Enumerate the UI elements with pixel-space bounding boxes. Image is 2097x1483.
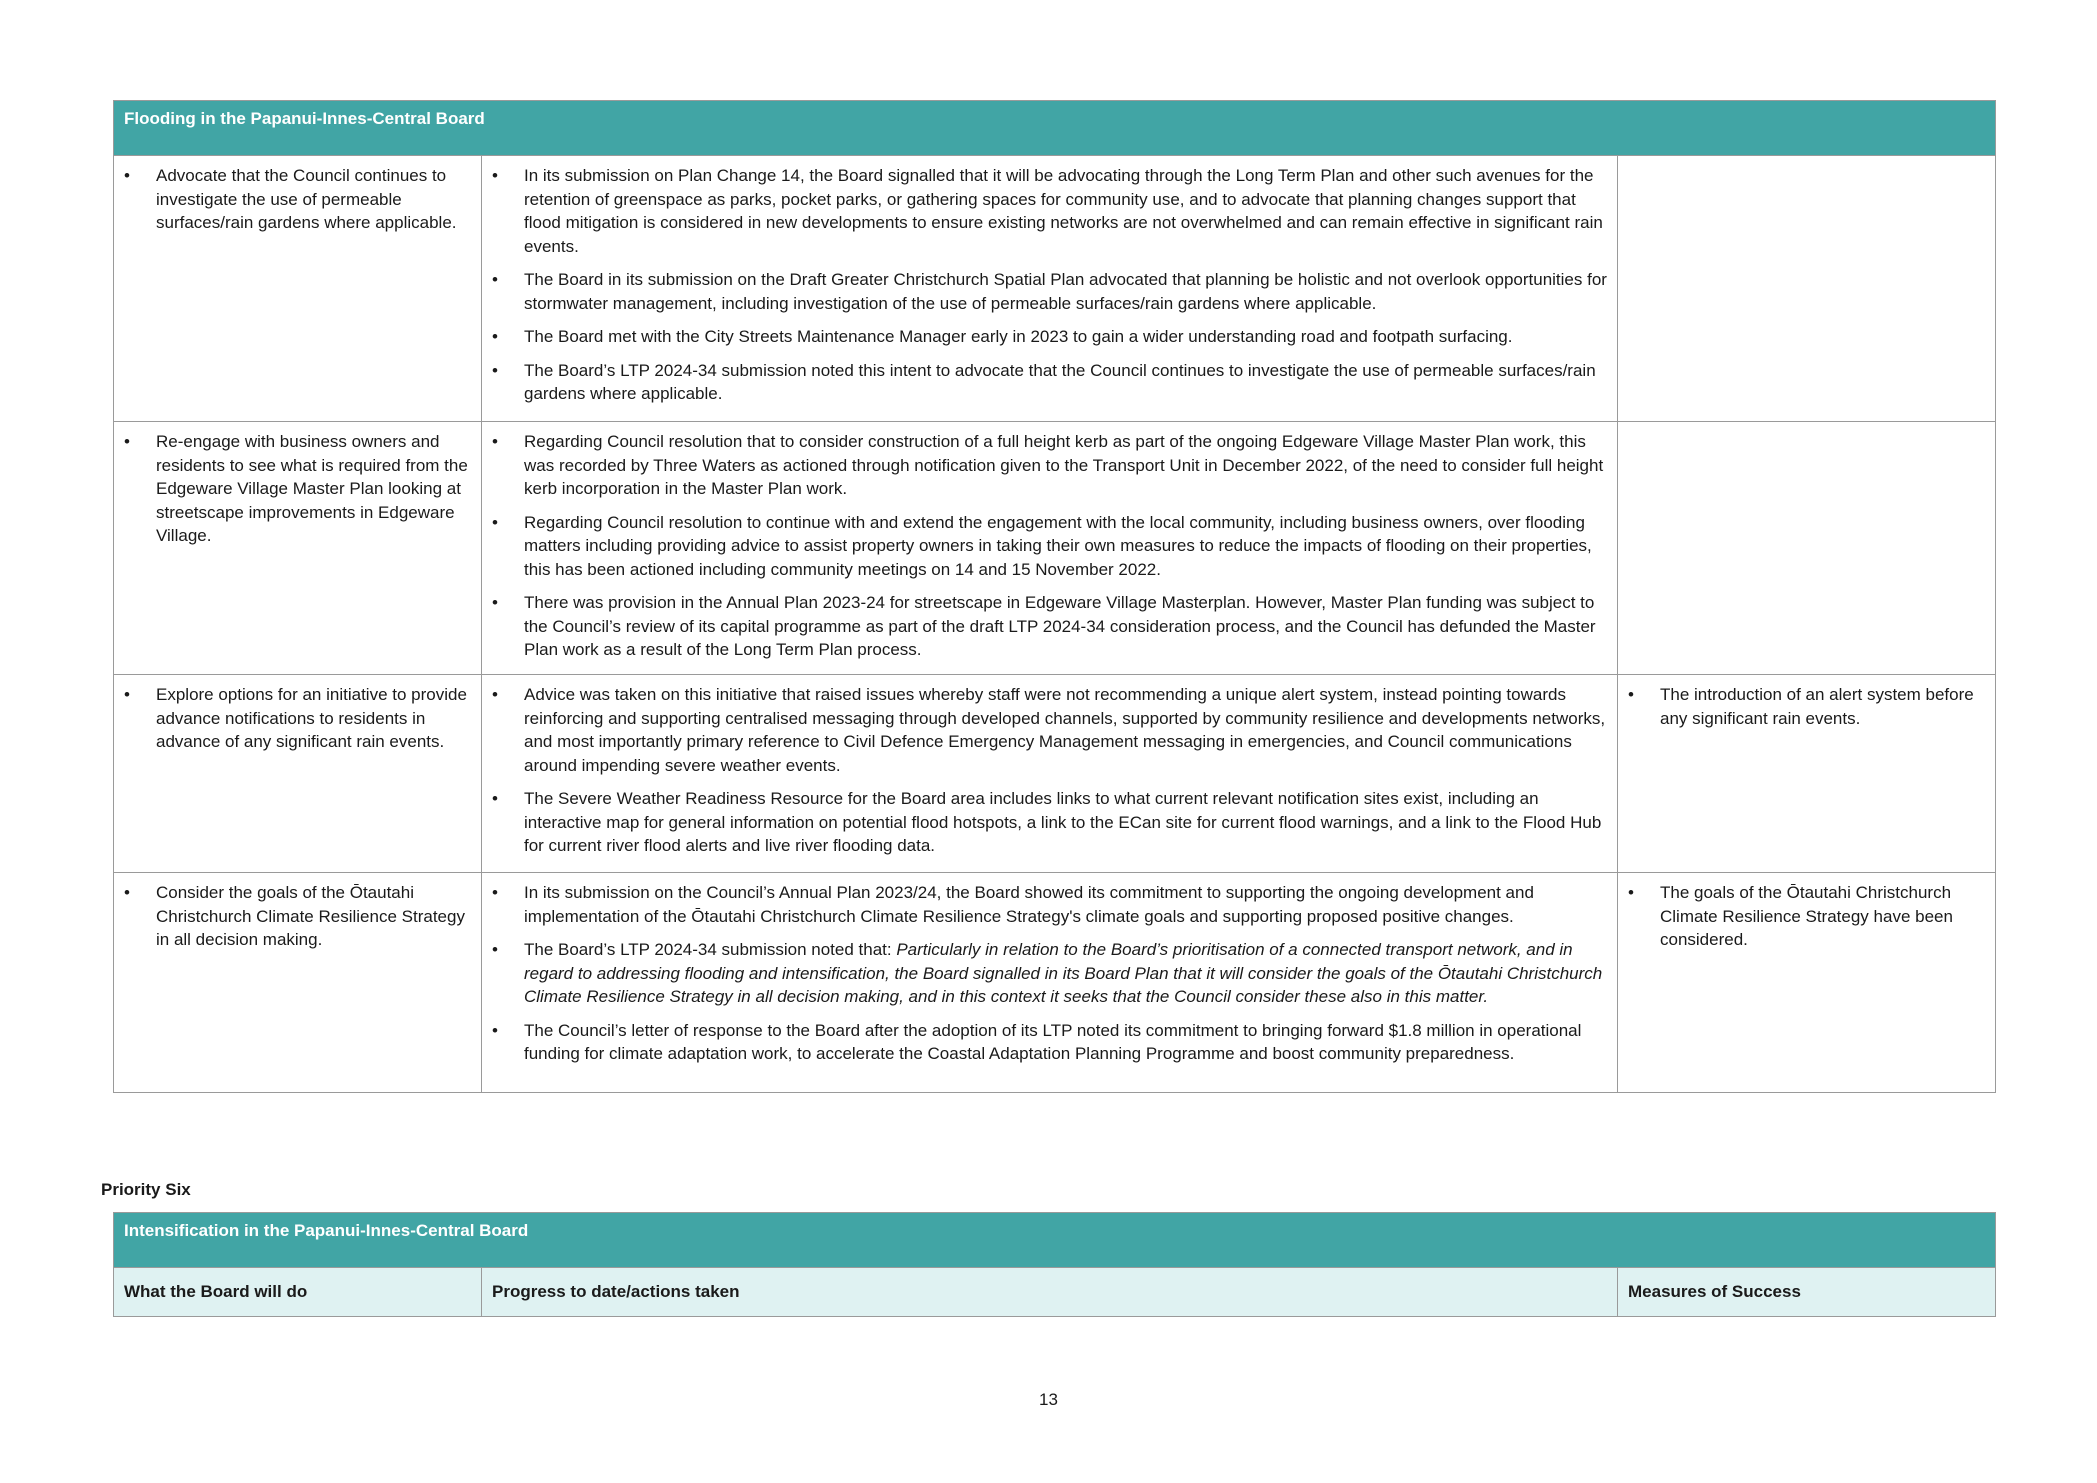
list-item: • Consider the goals of the Ōtautahi Christchurch Climate Resilience Strategy in all decision making. [122, 881, 473, 952]
list-item: • The Council’s letter of response to the Board after the adoption of its LTP noted its commitment to bringing forward $1.8 million in operational funding for climate adaptation work, to accelerate the Coastal Adaptation Planning Programme and boost community preparedness. [490, 1019, 1609, 1066]
quote-body: Particularly in relation to the Board’s prioritisation of a connected transport network, and in regard to addressing flooding and intensification, the Board signalled in its Board Plan that it will consider the goals of the Ōtautahi Christchurch Climate Resilience Strategy in all decision making, and in this context it seeks that the Council consider these also in this matter. [524, 940, 1603, 1006]
list-item: • The Board in its submission on the Draft Greater Christchurch Spatial Plan advocated that planning be holistic and not overlook opportunities for stormwater management, including investigation of the use of permeable surfaces/rain gardens where applicable. [490, 268, 1609, 315]
list-item: • The goals of the Ōtautahi Christchurch Climate Resilience Strategy have been considered. [1626, 881, 1987, 952]
progress-cell [482, 873, 1618, 1093]
list-item: • Advocate that the Council continues to investigate the use of permeable surfaces/rain gardens where applicable. [122, 164, 473, 235]
measures-cell [1618, 873, 1996, 1093]
table-header: Flooding in the Papanui-Innes-Central Board [114, 101, 1996, 156]
list-item: • The Board’s LTP 2024-34 submission noted this intent to advocate that the Council continues to investigate the use of permeable surfaces/rain gardens where applicable. [490, 359, 1609, 406]
measures-cell [1618, 156, 1996, 422]
list-item: • Regarding Council resolution that to consider construction of a full height kerb as part of the ongoing Edgeware Village Master Plan work, this was recorded by Three Waters as actioned through notification given to the Transport Unit in December 2022, of the need to consider full height kerb incorporation in the Master Plan work. [490, 430, 1609, 501]
table-row [114, 675, 1996, 873]
column-header-progress: Progress to date/actions taken [482, 1268, 1618, 1317]
progress-cell [482, 675, 1618, 873]
page-number: 13 [1039, 1390, 1058, 1409]
measures-cell [1618, 422, 1996, 675]
list-item: • The introduction of an alert system before any significant rain events. [1626, 683, 1987, 730]
board-action-cell [114, 675, 482, 873]
list-item: • The Severe Weather Readiness Resource for the Board area includes links to what current relevant notification sites exist, including an interactive map for general information on potential flood hotspots, a link to the ECan site for current flood warnings, and a link to the Flood Hub for current river flood alerts and live river flooding data. [490, 787, 1609, 858]
intensification-table [113, 1212, 1996, 1317]
list-item: • The Board met with the City Streets Maintenance Manager early in 2023 to gain a wider understanding road and footpath surfacing. [490, 325, 1609, 349]
quote-lead: The Board’s LTP 2024-34 submission noted that: [524, 940, 897, 959]
table-row [114, 156, 1996, 422]
progress-cell [482, 422, 1618, 675]
list-item: • In its submission on the Council’s Annual Plan 2023/24, the Board showed its commitment to supporting the ongoing development and implementation of the Ōtautahi Christchurch Climate Resilience Strategy's climate goals and supporting proposed positive changes. [490, 881, 1609, 928]
column-header-do: What the Board will do [114, 1268, 482, 1317]
column-header-row [114, 1268, 1996, 1317]
list-item [490, 938, 1609, 1009]
list-item: • Advice was taken on this initiative that raised issues whereby staff were not recommending a unique alert system, instead pointing towards reinforcing and supporting centralised messaging through developed channels, supported by community resilience and developments networks, and most importantly primary reference to Civil Defence Emergency Management messaging in emergencies, and Council communications around impending severe weather events. [490, 683, 1609, 777]
measures-cell [1618, 675, 1996, 873]
table-row [114, 873, 1996, 1093]
board-action-cell [114, 156, 482, 422]
column-header-measures: Measures of Success [1618, 1268, 1996, 1317]
table-row [114, 422, 1996, 675]
progress-cell [482, 156, 1618, 422]
list-item: • In its submission on Plan Change 14, the Board signalled that it will be advocating through the Long Term Plan and other such avenues for the retention of greenspace as parks, pocket parks, or gathering spaces for community use, and to advocate that planning changes support that flood mitigation is considered in new developments to ensure existing networks are not overwhelmed and can remain effective in significant rain events. [490, 164, 1609, 258]
table-header: Intensification in the Papanui-Innes-Central Board [114, 1213, 1996, 1268]
list-item: • Explore options for an initiative to provide advance notifications to residents in advance of any significant rain events. [122, 683, 473, 754]
flooding-table [113, 100, 1996, 1093]
list-item: • There was provision in the Annual Plan 2023-24 for streetscape in Edgeware Village Masterplan. However, Master Plan funding was subject to the Council’s review of its capital programme as part of the draft LTP 2024-34 consideration process, and the Council has defunded the Master Plan work as a result of the Long Term Plan process. [490, 591, 1609, 662]
priority-heading: Priority Six [101, 1180, 191, 1199]
board-action-cell [114, 422, 482, 675]
list-item: • Regarding Council resolution to continue with and extend the engagement with the local community, including business owners, over flooding matters including providing advice to assist property owners in taking their own measures to reduce the impacts of flooding on their properties, this has been actioned including community meetings on 14 and 15 November 2022. [490, 511, 1609, 582]
list-item: • Re-engage with business owners and residents to see what is required from the Edgeware Village Master Plan looking at streetscape improvements in Edgeware Village. [122, 430, 473, 548]
board-action-cell [114, 873, 482, 1093]
